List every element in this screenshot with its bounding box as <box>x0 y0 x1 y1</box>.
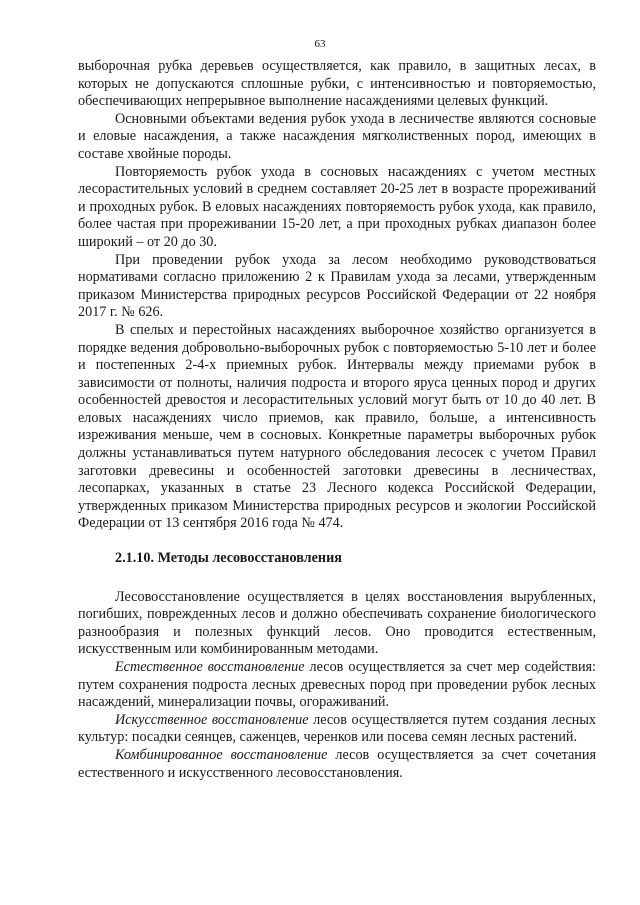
text-artificial-restoration: лесов осуществляется путем создания лесных культур: посадки сеянцев, саженцев, черенков или посева семян лесных растений. <box>78 711 597 746</box>
text-combined-restoration: лесов осуществляется за счет сочетания естественного и искусственного лесовосстановления. <box>78 746 596 781</box>
paragraph-objects: Основными объектами ведения рубок ухода в лесничестве являются сосновые и еловые насаждения, а также насаждения мягколиственных пород, имеющих в составе хвойные породы. <box>78 110 596 162</box>
paragraph-reforestation-intro: Лесовосстановление осуществляется в целях восстановления вырубленных, погибших, поврежденных лесов и должно обеспечивать сохранение биологического разнообразия и полезных функций лесов. Оно проводится естественным, искусственным или комбинированным методами. <box>78 588 596 658</box>
paragraph-artificial-restoration <box>78 712 596 747</box>
paragraph-selective-management: В спелых и перестойных насаждениях выборочное хозяйство организуется в порядке ведения добровольно-выборочных рубок с повторяемостью 5-10 лет и более и постепенных 2-4-х приемных рубок. Интервалы между приемами рубок в зависимости от полноты, наличия подроста и второго яруса ценных пород и других особенностей древостоя и лесорастительных условий могут быть от 10 до 40 лет. В еловых насаждениях число приемов, как правило, больше, а интенсивность изреживания меньше, чем в сосновых. Конкретные параметры выборочных рубок должны устанавливаться путем натурного обследования лесосек с учетом Правил заготовки древесины и особенностей заготовки древесины в лесничествах, лесопарках, указанных в статье 23 Лесного кодекса Российской Федерации, утвержденных приказом Министерства природных ресурсов и экологии Российской Федерации от 13 сентября 2016 года № 474. <box>78 321 596 532</box>
page-number: 63 <box>314 38 326 50</box>
term-natural-restoration: Естественное восстановление <box>115 659 305 675</box>
paragraph-combined-restoration <box>78 747 596 782</box>
paragraph-continuation: выборочная рубка деревьев осуществляется, как правило, в защитных лесах, в которых не допускаются сплошные рубки, с интенсивностью и повторяемостью, обеспечивающих непрерывное выполнение насаждениями целевых функций. <box>78 58 596 110</box>
term-combined-restoration: Комбинированное восстановление <box>115 746 328 763</box>
paragraph-norms: При проведении рубок ухода за лесом необходимо руководствоваться нормативами согласно приложению 2 к Правилам ухода за лесами, утвержденным приказом Министерства природных ресурсов Российской Федерации от 22 ноября 2017 г. № 626. <box>78 251 596 321</box>
paragraph-repeatability: Повторяемость рубок ухода в сосновых насаждениях с учетом местных лесорастительных условий в среднем составляет 20-25 лет в возрасте прореживаний и проходных рубок. В еловых насаждениях повторяемость рубок ухода, как правило, более частая при прореживании 15-20 лет, а при проходных рубках диапазон более широкий – от 20 до 30. <box>78 163 596 250</box>
document-body <box>78 58 596 782</box>
section-heading: 2.1.10. Методы лесовосстановления <box>115 550 342 567</box>
text-natural-restoration: лесов осуществляется за счет мер содействия: путем сохранения подроста лесных древесных пород при проведении рубок лесных насаждений, минерализации почвы, огораживаний. <box>78 659 597 711</box>
paragraph-natural-restoration <box>78 659 596 712</box>
term-artificial-restoration: Искусственное восстановление <box>115 711 309 728</box>
